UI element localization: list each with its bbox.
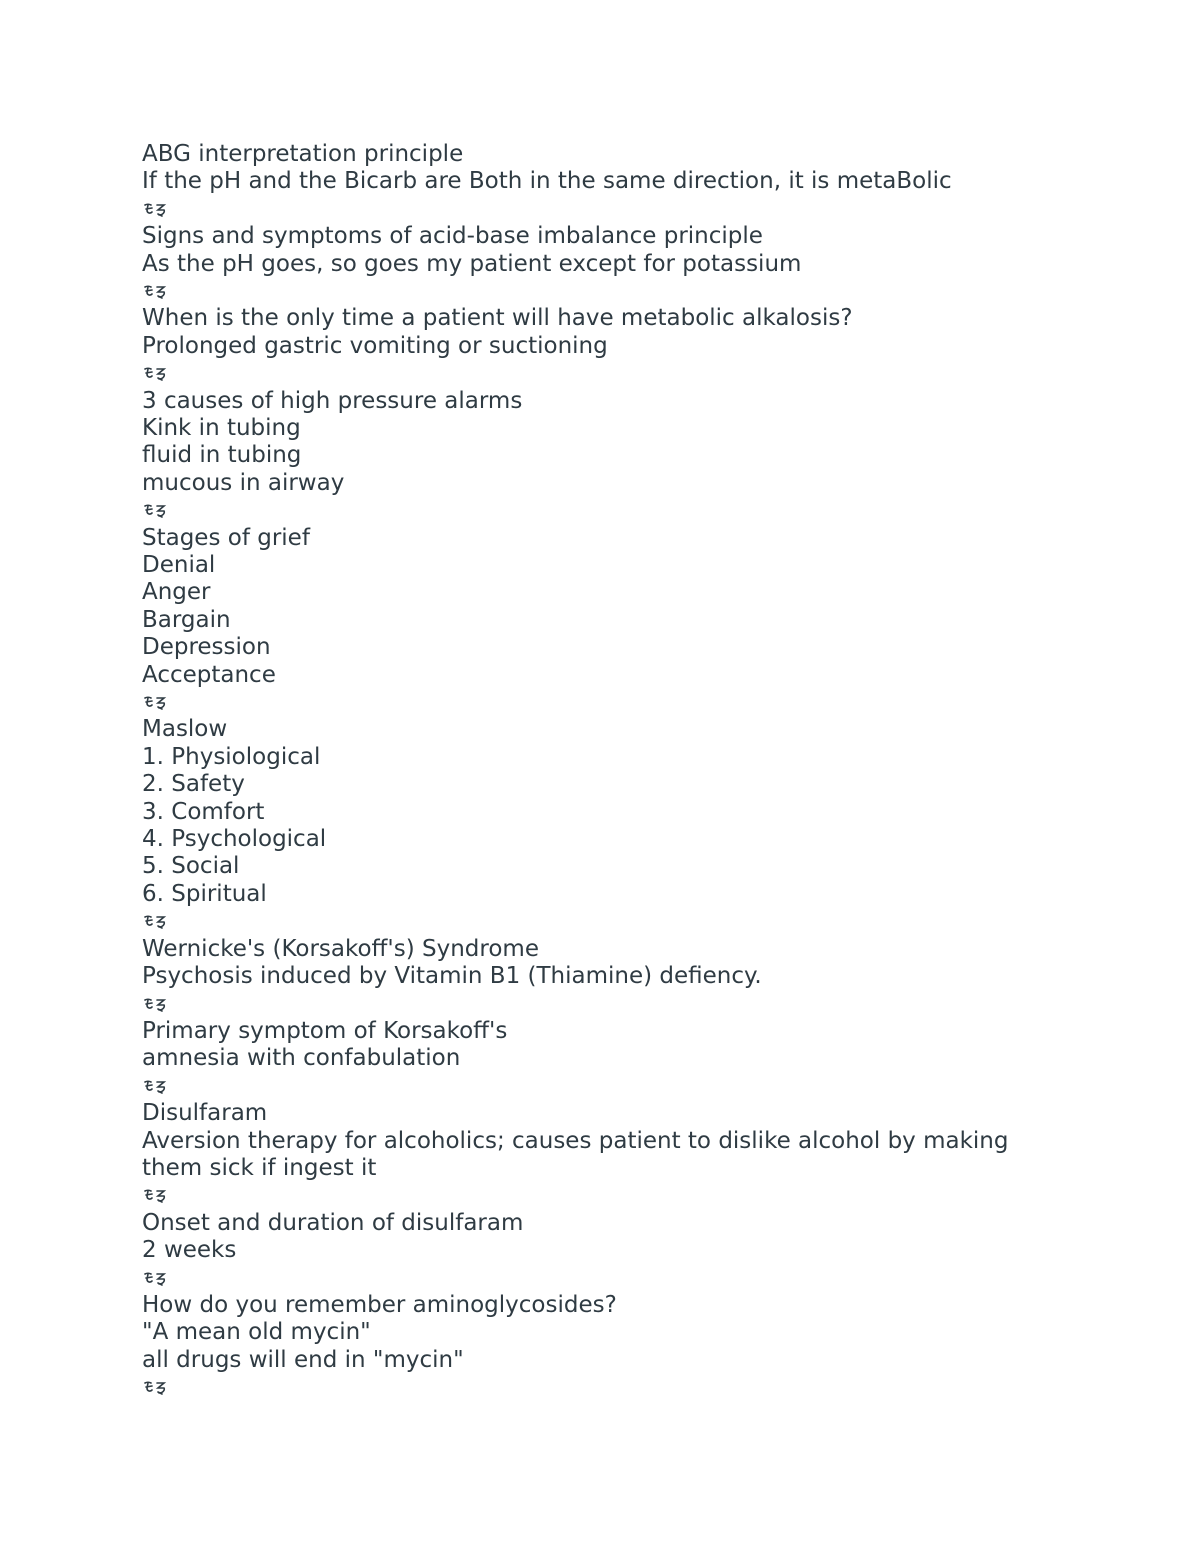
card-term: Stages of grief — [142, 524, 310, 551]
card-term: Maslow — [142, 716, 228, 743]
card-term: Disulfaram — [142, 1100, 268, 1127]
separator-glyph-icon — [142, 278, 1102, 305]
card-term: 3 causes of high pressure alarms — [142, 387, 523, 414]
separator-glyph-icon — [142, 196, 1102, 223]
card-definition-line: 3. Comfort — [142, 798, 265, 825]
card-definition-line: 2 weeks — [142, 1237, 237, 1264]
card-definition-line: Denial — [142, 552, 216, 579]
card-definition-line: 6. Spiritual — [142, 880, 267, 907]
card-definition-line: If the pH and the Bicarb are Both in the same direction, it is metaBolic — [142, 168, 952, 195]
card-definition-line: As the pH goes, so goes my patient except for potassium — [142, 250, 802, 277]
card-definition-line: Prolonged gastric vomiting or suctioning — [142, 332, 608, 359]
card-definition-line: Psychosis induced by Vitamin B1 (Thiamine) defiency. — [142, 963, 762, 990]
card-definition-line: Aversion therapy for alcoholics; causes patient to dislike alcohol by making — [142, 1127, 1009, 1154]
separator-glyph-icon — [142, 1265, 1102, 1292]
card-definition-line: 5. Social — [142, 853, 240, 880]
card-term: Wernicke's (Korsakoff's) Syndrome — [142, 935, 539, 962]
card-definition-line: Kink in tubing — [142, 415, 301, 442]
separator-glyph-icon — [142, 689, 1102, 716]
separator-glyph-icon — [142, 991, 1102, 1018]
separator-glyph-icon — [142, 1073, 1102, 1100]
separator-glyph-icon — [142, 1374, 1102, 1401]
card-definition-line: Acceptance — [142, 661, 276, 688]
card-term: How do you remember aminoglycosides? — [142, 1291, 617, 1318]
separator-glyph-icon — [142, 1182, 1102, 1209]
card-definition-line: fluid in tubing — [142, 442, 302, 469]
card-term: When is the only time a patient will have metabolic alkalosis? — [142, 305, 853, 332]
card-term: Primary symptom of Korsakoff's — [142, 1017, 508, 1044]
separator-glyph-icon — [142, 908, 1102, 935]
card-definition-line: Depression — [142, 634, 271, 661]
card-definition-line: mucous in airway — [142, 469, 345, 496]
card-definition-line: 1. Physiological — [142, 743, 321, 770]
separator-glyph-icon — [142, 360, 1102, 387]
card-definition-line: amnesia with confabulation — [142, 1045, 461, 1072]
card-definition-line: 2. Safety — [142, 771, 245, 798]
card-term: ABG interpretation principle — [142, 141, 464, 167]
separator-glyph-icon — [142, 497, 1102, 524]
card-term: Signs and symptoms of acid-base imbalance principle — [142, 223, 763, 250]
card-term: Onset and duration of disulfaram — [142, 1209, 524, 1236]
card-definition-line: Bargain — [142, 606, 231, 633]
document-page — [142, 141, 1102, 1402]
card-definition-line: 4. Psychological — [142, 826, 327, 853]
card-definition-line: "A mean old mycin" — [142, 1319, 371, 1346]
card-definition-line: all drugs will end in "mycin" — [142, 1346, 464, 1373]
card-definition-line: Anger — [142, 579, 211, 606]
card-definition-line: them sick if ingest it — [142, 1154, 377, 1181]
